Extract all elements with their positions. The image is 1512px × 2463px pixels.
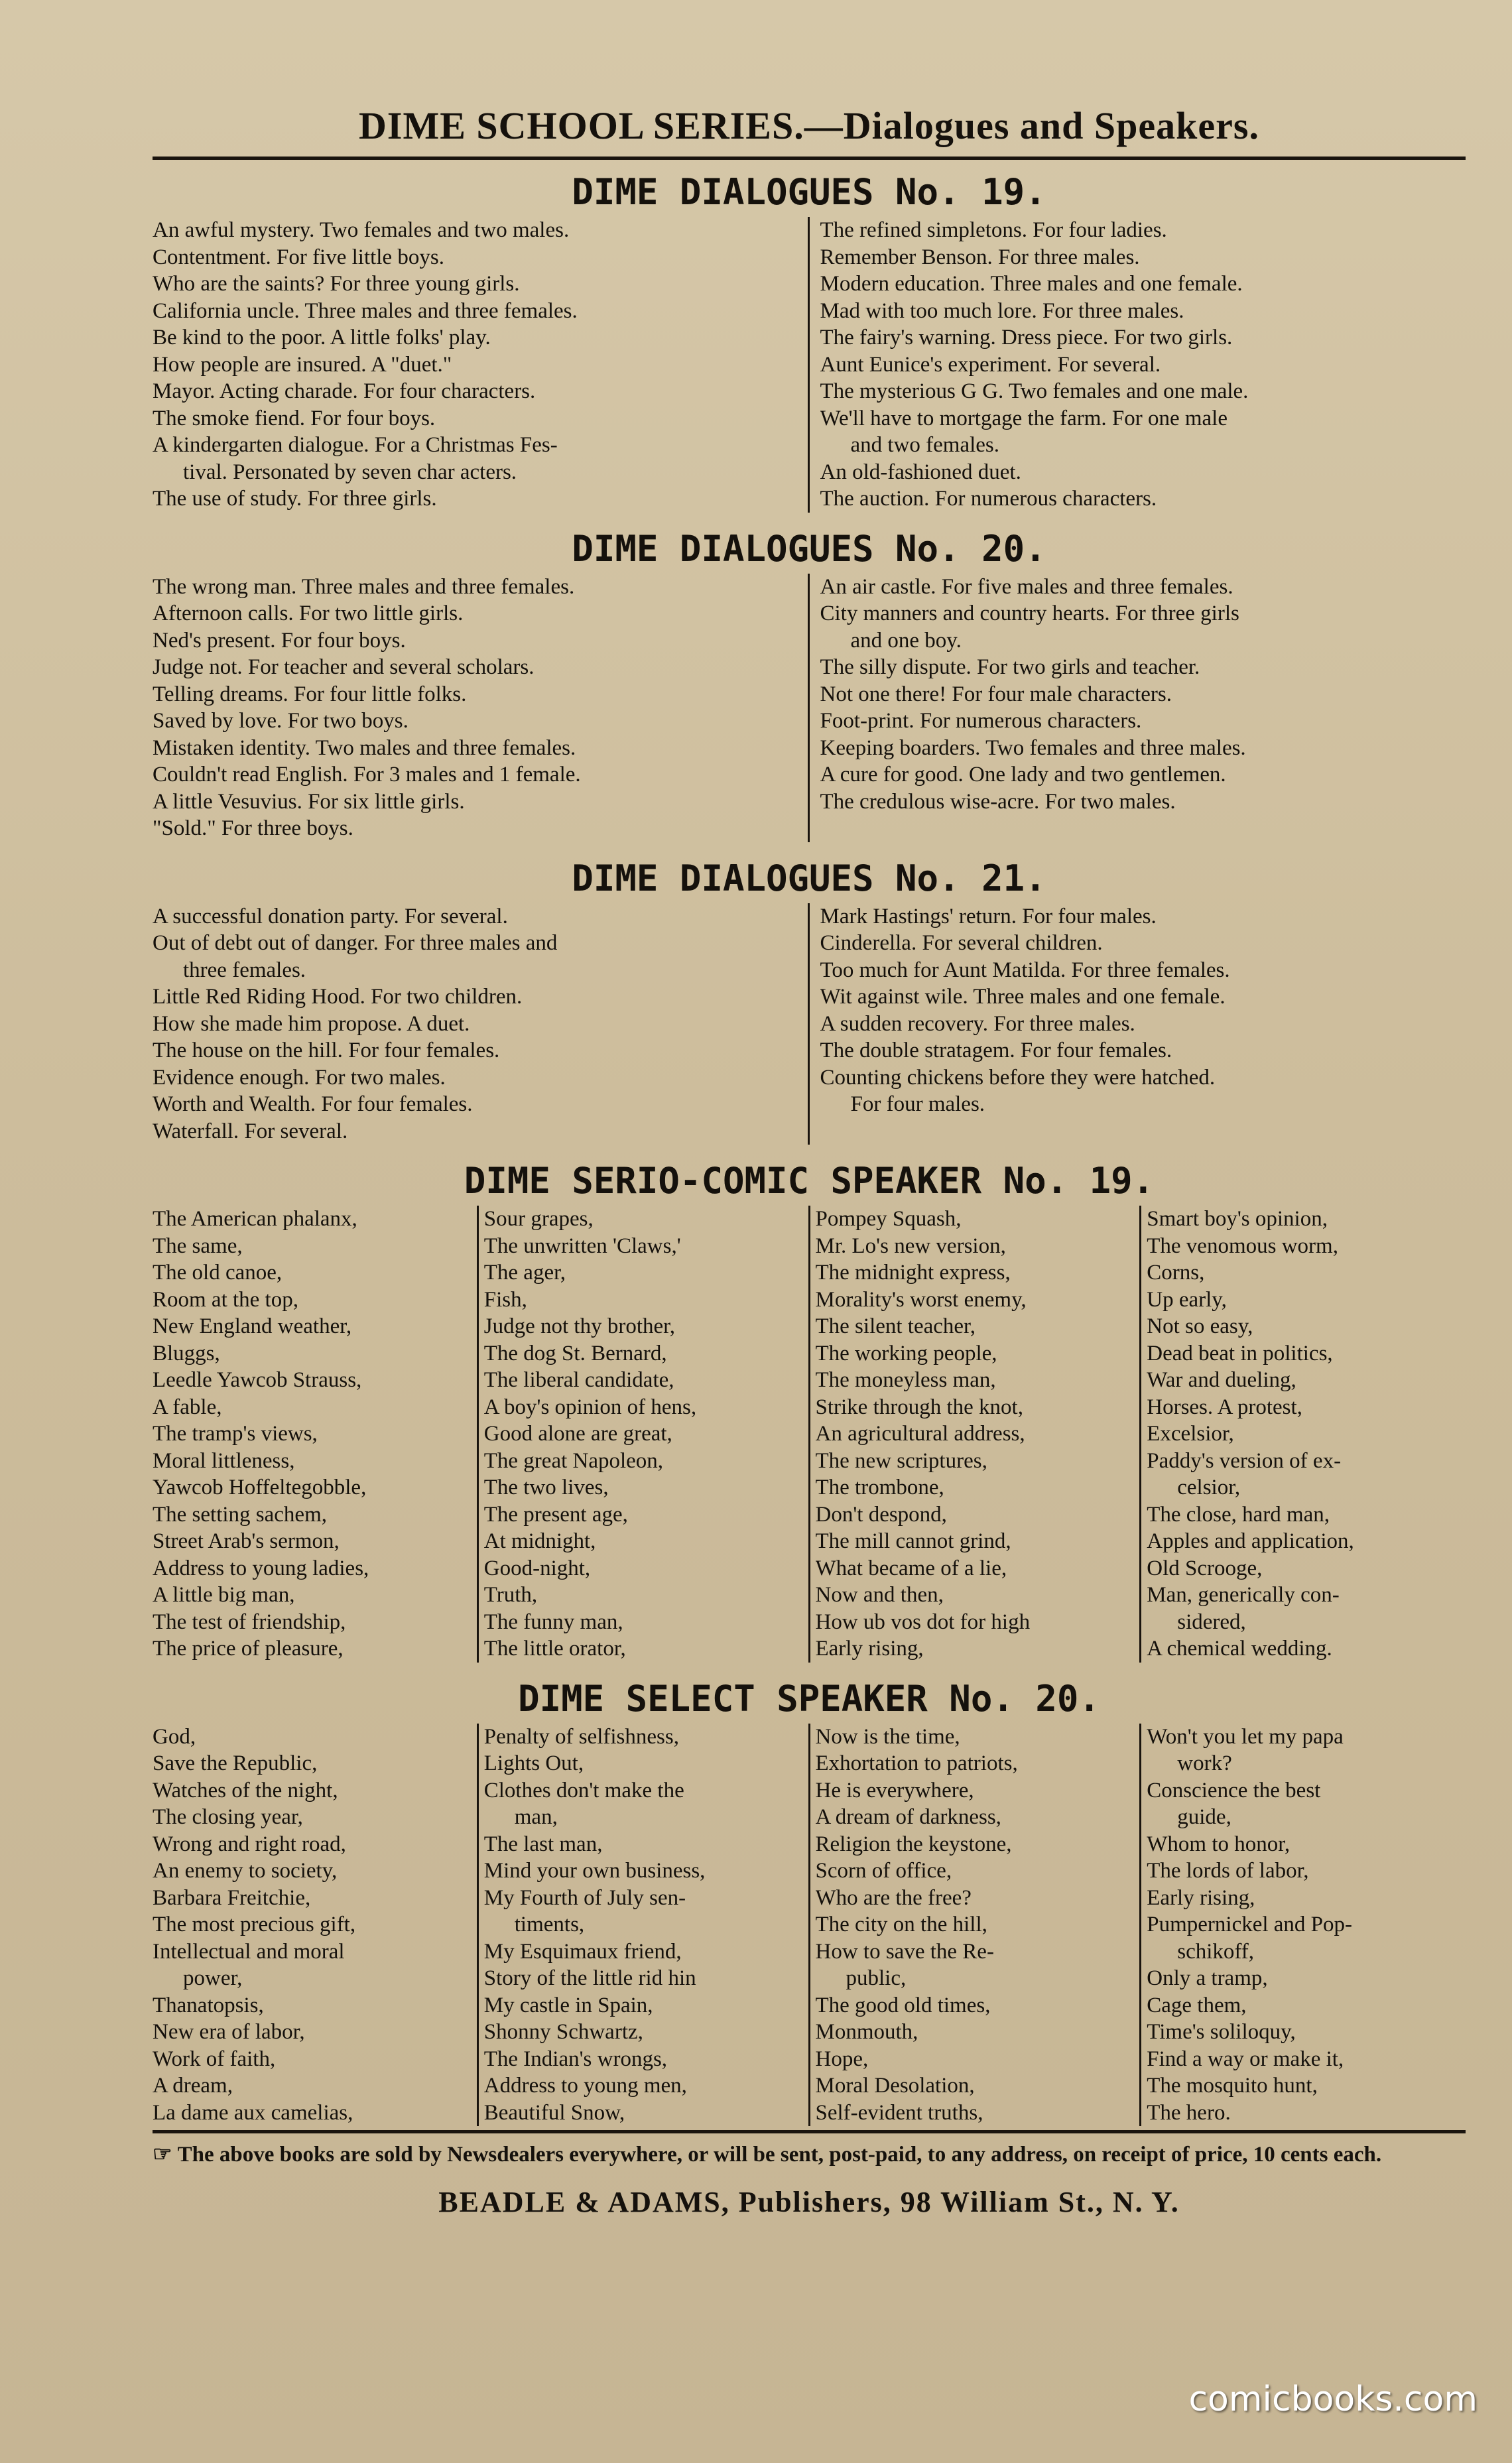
list-item: Out of debt out of danger. For three males and bbox=[153, 931, 558, 955]
list-item: Beautiful Snow, bbox=[483, 2100, 625, 2125]
section-gap bbox=[153, 1145, 1466, 1157]
list-item: Up early, bbox=[1147, 1287, 1227, 1312]
section-title: DIME DIALOGUES No. 19. bbox=[572, 171, 1046, 213]
list-item: Fish, bbox=[483, 1287, 527, 1312]
list-item: A successful donation party. For several. bbox=[153, 904, 508, 928]
list-item: Truth, bbox=[483, 1583, 538, 1607]
list-item: He is everywhere, bbox=[815, 1778, 974, 1802]
list-item: Who are the free? bbox=[815, 1885, 972, 1910]
list-item: The use of study. For three girls. bbox=[153, 487, 437, 511]
list-item: Judge not thy brother, bbox=[483, 1314, 676, 1338]
list-item: The city on the hill, bbox=[815, 1913, 987, 1936]
list-item: Shonny Schwartz, bbox=[483, 2020, 643, 2044]
pointing-hand-icon: ☞ bbox=[153, 2143, 172, 2167]
list-item: Horses. A protest, bbox=[1147, 1395, 1302, 1419]
list-item: Monmouth, bbox=[815, 2020, 918, 2044]
list-item: The double stratagem. For four females. bbox=[820, 1039, 1172, 1062]
list-item: The little orator, bbox=[483, 1637, 626, 1661]
header-rule bbox=[153, 157, 1466, 160]
list-item: Saved by love. For two boys. bbox=[153, 709, 409, 733]
list-item: Room at the top, bbox=[153, 1287, 298, 1312]
list-item: For four males. bbox=[850, 1092, 985, 1116]
list-item: My Fourth of July sen- bbox=[483, 1885, 686, 1910]
list-item: Pompey Squash, bbox=[815, 1207, 962, 1231]
list-item: Good alone are great, bbox=[483, 1422, 672, 1446]
list-item: Hope, bbox=[815, 2047, 869, 2071]
list-item: Smart boy's opinion, bbox=[1147, 1207, 1328, 1231]
list-item: At midnight, bbox=[483, 1529, 596, 1553]
list-item: tival. Personated by seven char acters. bbox=[183, 460, 517, 484]
list-item: Counting chickens before they were hatched. bbox=[820, 1065, 1216, 1090]
entry-column bbox=[153, 1206, 479, 1663]
list-item: three females. bbox=[183, 958, 306, 982]
list-item: Pumpernickel and Pop- bbox=[1147, 1913, 1353, 1936]
catalog-section bbox=[153, 1157, 1466, 1674]
list-item: Won't you let my papa bbox=[1147, 1724, 1344, 1749]
list-item: Corns, bbox=[1147, 1261, 1205, 1285]
section-columns bbox=[153, 1206, 1466, 1663]
list-item: Aunt Eunice's experiment. For several. bbox=[820, 352, 1161, 377]
list-item: Cinderella. For several children. bbox=[820, 931, 1103, 955]
list-item: The American phalanx, bbox=[153, 1207, 357, 1231]
list-item: Now and then, bbox=[815, 1583, 944, 1607]
list-item: Thanatopsis, bbox=[153, 1993, 264, 2017]
list-item: The price of pleasure, bbox=[153, 1637, 344, 1661]
list-item: The dog St. Bernard, bbox=[483, 1341, 667, 1365]
sales-notice-text: The above books are sold by Newsdealers everywhere, or will be sent, post-paid, to any address, on receipt of price, 10 cents each. bbox=[177, 2143, 1382, 2167]
list-item: Moral Desolation, bbox=[815, 2074, 975, 2098]
list-item: Keeping boarders. Two females and three males. bbox=[820, 735, 1246, 760]
entry-column bbox=[1141, 1206, 1466, 1663]
list-item: Little Red Riding Hood. For two children. bbox=[153, 985, 523, 1009]
list-item: A little Vesuvius. For six little girls. bbox=[153, 789, 465, 814]
list-item: The silent teacher, bbox=[815, 1314, 976, 1338]
list-item: The trombone, bbox=[815, 1476, 944, 1499]
section-columns bbox=[153, 1724, 1466, 2127]
list-item: The two lives, bbox=[483, 1476, 609, 1499]
list-item: Street Arab's sermon, bbox=[153, 1529, 340, 1553]
list-item: Penalty of selfishness, bbox=[483, 1724, 679, 1749]
list-item: Morality's worst enemy, bbox=[815, 1287, 1027, 1312]
entry-column bbox=[479, 1206, 810, 1663]
list-item: work? bbox=[1177, 1751, 1232, 1775]
list-item: Dead beat in politics, bbox=[1147, 1341, 1333, 1365]
series-header: DIME SCHOOL SERIES.—Dialogues and Speakers. bbox=[359, 104, 1259, 147]
list-item: The working people, bbox=[815, 1341, 997, 1365]
list-item: California uncle. Three males and three females. bbox=[153, 298, 578, 323]
entry-column bbox=[810, 903, 1466, 1118]
list-item: A boy's opinion of hens, bbox=[483, 1395, 697, 1419]
list-item: Find a way or make it, bbox=[1147, 2047, 1344, 2071]
list-item: An enemy to society, bbox=[153, 1859, 338, 1883]
list-item: Time's soliloquy, bbox=[1147, 2020, 1296, 2044]
list-item: Now is the time, bbox=[815, 1724, 960, 1749]
entry-column bbox=[153, 574, 810, 842]
catalog-sheet bbox=[153, 99, 1466, 2219]
list-item: Clothes don't make the bbox=[483, 1778, 684, 1802]
list-item: Cage them, bbox=[1147, 1993, 1247, 2017]
entry-column bbox=[1141, 1724, 1466, 2127]
list-item: and one boy. bbox=[850, 628, 962, 653]
list-item: Judge not. For teacher and several scholars. bbox=[153, 655, 535, 679]
list-item: Good-night, bbox=[483, 1556, 591, 1580]
list-item: Don't despond, bbox=[815, 1502, 947, 1527]
site-watermark: comicbooks.com bbox=[1188, 2379, 1478, 2419]
list-item: Story of the little rid hin bbox=[483, 1966, 696, 1990]
list-item: Wit against wile. Three males and one female. bbox=[820, 985, 1226, 1009]
list-item: Couldn't read English. For 3 males and 1 female. bbox=[153, 763, 581, 787]
list-item: The unwritten 'Claws,' bbox=[483, 1233, 681, 1258]
list-item: A cure for good. One lady and two gentlemen. bbox=[820, 763, 1226, 787]
list-item: Excelsior, bbox=[1147, 1422, 1234, 1446]
list-item: God, bbox=[153, 1724, 196, 1749]
list-item: Barbara Freitchie, bbox=[153, 1885, 311, 1910]
list-item: The good old times, bbox=[815, 1993, 991, 2017]
list-item: A dream, bbox=[153, 2074, 233, 2098]
section-title: DIME DIALOGUES No. 21. bbox=[572, 857, 1046, 899]
list-item: The auction. For numerous characters. bbox=[820, 487, 1157, 511]
list-item: Only a tramp, bbox=[1147, 1966, 1268, 1990]
list-item: How to save the Re- bbox=[815, 1939, 994, 1964]
list-item: The moneyless man, bbox=[815, 1368, 996, 1392]
list-item: Mad with too much lore. For three males. bbox=[820, 298, 1184, 323]
list-item: Conscience the best bbox=[1147, 1778, 1321, 1802]
list-item: Moral littleness, bbox=[153, 1448, 295, 1473]
section-gap bbox=[153, 842, 1466, 854]
list-item: The smoke fiend. For four boys. bbox=[153, 406, 436, 430]
list-item: timents, bbox=[514, 1913, 585, 1936]
list-item: Intellectual and moral bbox=[153, 1939, 345, 1964]
catalog-section bbox=[153, 1674, 1466, 2127]
catalog-section bbox=[153, 525, 1466, 854]
list-item: Ned's present. For four boys. bbox=[153, 628, 406, 653]
list-item: Old Scrooge, bbox=[1147, 1556, 1263, 1580]
list-item: Whom to honor, bbox=[1147, 1832, 1291, 1856]
list-item: Early rising, bbox=[1147, 1885, 1255, 1910]
list-item: City manners and country hearts. For three girls bbox=[820, 601, 1239, 625]
list-item: The present age, bbox=[483, 1502, 628, 1527]
list-item: The fairy's warning. Dress piece. For two girls. bbox=[820, 326, 1233, 349]
list-item: The wrong man. Three males and three females. bbox=[153, 574, 575, 599]
list-item: Be kind to the poor. A little folks' play. bbox=[153, 326, 491, 349]
list-item: Strike through the knot, bbox=[815, 1395, 1023, 1419]
list-item: The refined simpletons. For four ladies. bbox=[820, 218, 1167, 242]
list-item: Mark Hastings' return. For four males. bbox=[820, 904, 1157, 928]
list-item: The last man, bbox=[483, 1832, 603, 1856]
list-item: public, bbox=[846, 1966, 907, 1990]
list-item: Paddy's version of ex- bbox=[1147, 1448, 1342, 1473]
list-item: Scorn of office, bbox=[815, 1859, 952, 1883]
list-item: Foot-print. For numerous characters. bbox=[820, 709, 1142, 733]
list-item: Self-evident truths, bbox=[815, 2100, 983, 2125]
list-item: The close, hard man, bbox=[1147, 1502, 1330, 1527]
list-item: A chemical wedding. bbox=[1147, 1637, 1332, 1661]
list-item: Save the Republic, bbox=[153, 1751, 318, 1775]
list-item: An old-fashioned duet. bbox=[820, 460, 1021, 484]
list-item: Too much for Aunt Matilda. For three females. bbox=[820, 958, 1230, 982]
list-item: Worth and Wealth. For four females. bbox=[153, 1092, 473, 1116]
list-item: The most precious gift, bbox=[153, 1913, 356, 1936]
section-columns bbox=[153, 574, 1466, 842]
list-item: Lights Out, bbox=[483, 1751, 584, 1775]
list-item: Modern education. Three males and one female. bbox=[820, 272, 1243, 296]
catalog-sections bbox=[153, 168, 1466, 2126]
list-item: Watches of the night, bbox=[153, 1778, 338, 1802]
list-item: Contentment. For five little boys. bbox=[153, 245, 444, 269]
list-item: The hero. bbox=[1147, 2100, 1231, 2125]
list-item: La dame aux camelias, bbox=[153, 2100, 353, 2125]
list-item: War and dueling, bbox=[1147, 1368, 1296, 1392]
list-item: schikoff, bbox=[1177, 1939, 1255, 1964]
sales-notice bbox=[153, 2141, 1466, 2168]
list-item: The same, bbox=[153, 1233, 243, 1258]
entry-column bbox=[810, 1724, 1142, 2127]
list-item: New era of labor, bbox=[153, 2020, 305, 2044]
list-item: Who are the saints? For three young girls. bbox=[153, 272, 520, 296]
list-item: The great Napoleon, bbox=[483, 1448, 664, 1473]
section-title: DIME SERIO-COMIC SPEAKER No. 19. bbox=[464, 1160, 1155, 1202]
list-item: and two females. bbox=[850, 433, 1000, 457]
section-columns bbox=[153, 217, 1466, 513]
list-item: An air castle. For five males and three females. bbox=[820, 574, 1233, 599]
list-item: The credulous wise-acre. For two males. bbox=[820, 789, 1176, 814]
section-gap bbox=[153, 1663, 1466, 1674]
entry-column bbox=[153, 1724, 479, 2127]
list-item: sidered, bbox=[1177, 1610, 1246, 1634]
list-item: The ager, bbox=[483, 1261, 566, 1285]
publisher-line: BEADLE & ADAMS, Publishers, 98 William St., N. Y. bbox=[438, 2186, 1180, 2218]
list-item: Man, generically con- bbox=[1147, 1583, 1340, 1607]
list-item: A sudden recovery. For three males. bbox=[820, 1011, 1135, 1036]
section-gap bbox=[153, 513, 1466, 525]
list-item: Wrong and right road, bbox=[153, 1832, 346, 1856]
section-title: DIME DIALOGUES No. 20. bbox=[572, 527, 1046, 570]
list-item: A little big man, bbox=[153, 1583, 295, 1607]
catalog-section bbox=[153, 854, 1466, 1157]
list-item: The venomous worm, bbox=[1147, 1233, 1338, 1258]
list-item: A dream of darkness, bbox=[815, 1805, 1001, 1829]
list-item: Not one there! For four male characters. bbox=[820, 682, 1172, 706]
list-item: Work of faith, bbox=[153, 2047, 276, 2071]
list-item: The house on the hill. For four females. bbox=[153, 1039, 500, 1062]
list-item: Mr. Lo's new version, bbox=[815, 1233, 1006, 1258]
catalog-section bbox=[153, 168, 1466, 525]
section-title: DIME SELECT SPEAKER No. 20. bbox=[518, 1677, 1100, 1720]
entry-column bbox=[810, 574, 1466, 816]
list-item: New England weather, bbox=[153, 1314, 352, 1338]
list-item: Mind your own business, bbox=[483, 1859, 706, 1883]
list-item: The lords of labor, bbox=[1147, 1859, 1309, 1883]
list-item: Early rising, bbox=[815, 1637, 924, 1661]
list-item: celsior, bbox=[1177, 1476, 1241, 1499]
list-item: Not so easy, bbox=[1147, 1314, 1253, 1338]
list-item: The mysterious G G. Two females and one male. bbox=[820, 379, 1249, 403]
list-item: power, bbox=[183, 1966, 243, 1990]
list-item: The funny man, bbox=[483, 1610, 623, 1634]
entry-column bbox=[153, 217, 810, 513]
list-item: Evidence enough. For two males. bbox=[153, 1065, 446, 1090]
list-item: An awful mystery. Two females and two males. bbox=[153, 218, 570, 242]
list-item: Bluggs, bbox=[153, 1341, 220, 1365]
list-item: Address to young ladies, bbox=[153, 1556, 369, 1580]
list-item: Sour grapes, bbox=[483, 1207, 594, 1231]
list-item: My castle in Spain, bbox=[483, 1993, 653, 2017]
list-item: The mill cannot grind, bbox=[815, 1529, 1011, 1553]
list-item: The silly dispute. For two girls and teacher. bbox=[820, 655, 1200, 679]
list-item: The mosquito hunt, bbox=[1147, 2074, 1318, 2098]
list-item: We'll have to mortgage the farm. For one male bbox=[820, 406, 1228, 430]
list-item: Afternoon calls. For two little girls. bbox=[153, 601, 464, 625]
list-item: Waterfall. For several. bbox=[153, 1119, 348, 1143]
list-item: The new scriptures, bbox=[815, 1448, 987, 1473]
list-item: How people are insured. A "duet." bbox=[153, 352, 452, 377]
entry-column bbox=[810, 217, 1466, 513]
list-item: Remember Benson. For three males. bbox=[820, 245, 1140, 269]
list-item: The setting sachem, bbox=[153, 1502, 328, 1527]
entry-column bbox=[153, 903, 810, 1145]
list-item: An agricultural address, bbox=[815, 1422, 1025, 1446]
list-item: Leedle Yawcob Strauss, bbox=[153, 1368, 362, 1392]
section-columns bbox=[153, 903, 1466, 1145]
list-item: Mayor. Acting charade. For four characters. bbox=[153, 379, 536, 403]
list-item: "Sold." For three boys. bbox=[153, 816, 353, 840]
entry-column bbox=[810, 1206, 1142, 1663]
footer-rule bbox=[153, 2130, 1466, 2133]
list-item: Apples and application, bbox=[1147, 1529, 1354, 1553]
list-item: What became of a lie, bbox=[815, 1556, 1007, 1580]
list-item: Yawcob Hoffeltegobble, bbox=[153, 1476, 367, 1499]
list-item: The test of friendship, bbox=[153, 1610, 346, 1634]
list-item: The old canoe, bbox=[153, 1261, 283, 1285]
list-item: Mistaken identity. Two males and three females. bbox=[153, 735, 576, 760]
list-item: man, bbox=[514, 1805, 558, 1829]
list-item: The closing year, bbox=[153, 1805, 303, 1829]
list-item: The midnight express, bbox=[815, 1261, 1011, 1285]
list-item: Telling dreams. For four little folks. bbox=[153, 682, 467, 706]
list-item: The liberal candidate, bbox=[483, 1368, 674, 1392]
list-item: My Esquimaux friend, bbox=[483, 1939, 682, 1964]
list-item: The Indian's wrongs, bbox=[483, 2047, 668, 2071]
list-item: A fable, bbox=[153, 1395, 222, 1419]
list-item: Religion the keystone, bbox=[815, 1832, 1012, 1856]
list-item: The tramp's views, bbox=[153, 1422, 318, 1446]
list-item: Address to young men, bbox=[483, 2074, 687, 2098]
list-item: guide, bbox=[1177, 1805, 1231, 1829]
list-item: How ub vos dot for high bbox=[815, 1610, 1031, 1634]
list-item: How she made him propose. A duet. bbox=[153, 1011, 470, 1036]
entry-column bbox=[479, 1724, 810, 2127]
list-item: A kindergarten dialogue. For a Christmas Fes- bbox=[153, 433, 558, 457]
list-item: Exhortation to patriots, bbox=[815, 1751, 1018, 1775]
